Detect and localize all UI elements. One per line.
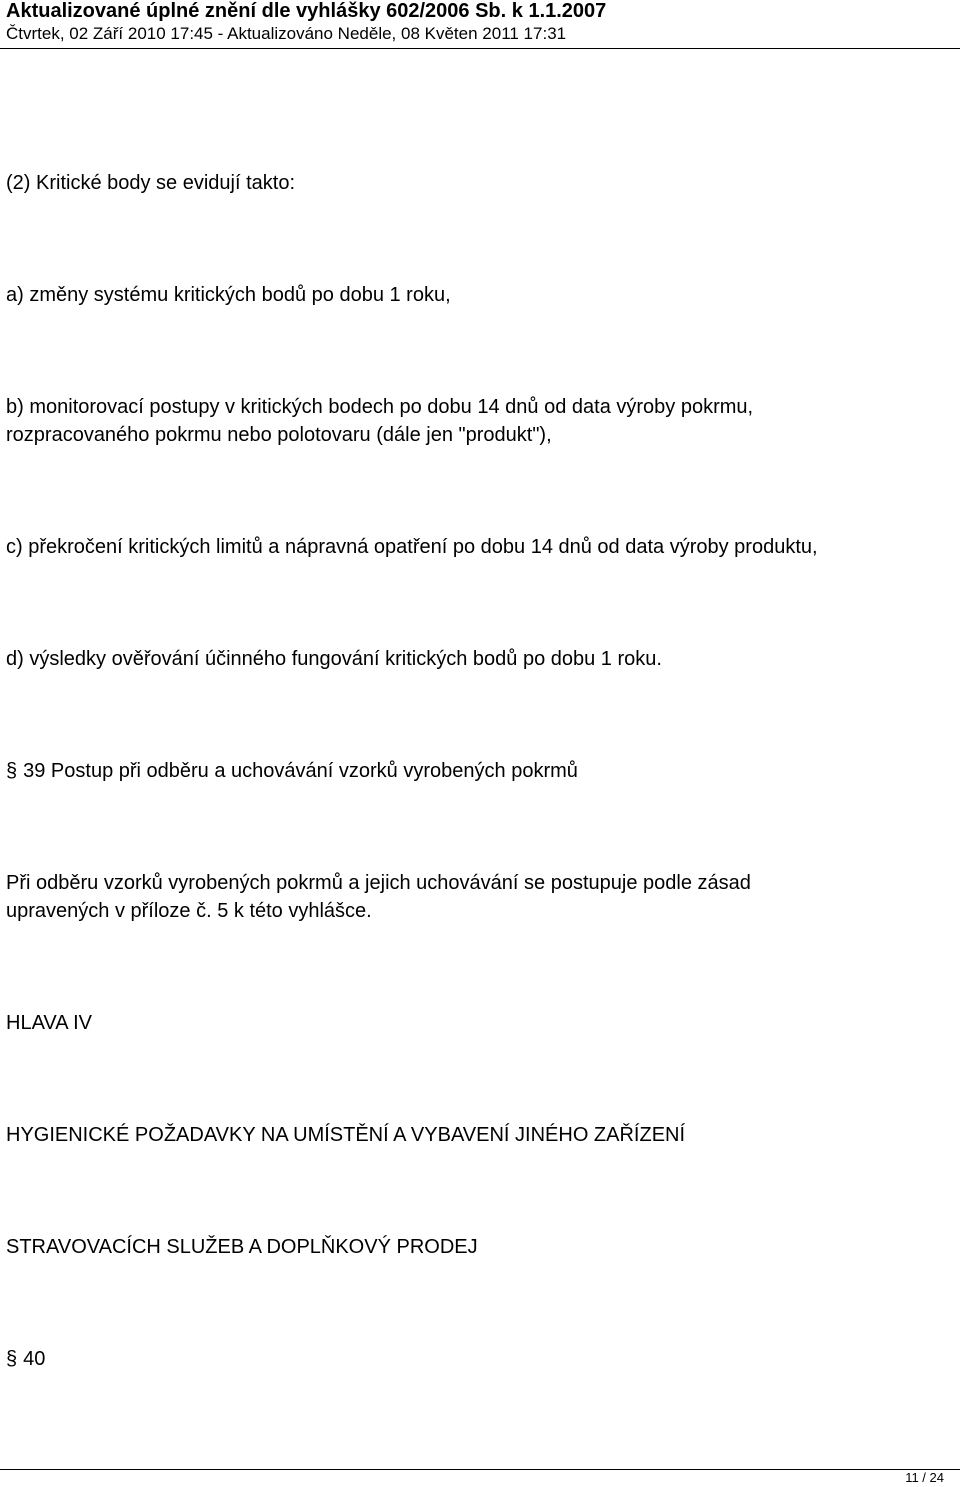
- section-39-title: 39 Postup při odběru a uchovávání vzorků vyrobených pokrmů: [23, 760, 578, 782]
- section-40-title: 40: [23, 1348, 46, 1370]
- section-symbol: §: [6, 1348, 18, 1370]
- list-item-d: d) výsledky ověřování účinného fungování kritických bodů po dobu 1 roku.: [6, 648, 662, 670]
- chapter-title-line-1: HYGIENICKÉ POŽADAVKY NA UMÍSTĚNÍ A VYBAVENÍ JINÉHO ZAŘÍZENÍ: [6, 1124, 686, 1146]
- chapter-title-line-2: STRAVOVACÍCH SLUŽEB A DOPLŇKOVÝ PRODEJ: [6, 1236, 478, 1258]
- document-header-title: Aktualizované úplné znění dle vyhlášky 602/2006 Sb. k 1.1.2007: [6, 0, 607, 22]
- paragraph-2-intro: (2) Kritické body se evidují takto:: [6, 172, 296, 194]
- page-number: 11 / 24: [905, 1470, 944, 1485]
- list-item-b-line-1: b) monitorovací postupy v kritických bodech po dobu 14 dnů od data výroby pokrmu,: [6, 396, 754, 418]
- header-divider: [0, 48, 960, 49]
- section-symbol: §: [6, 760, 18, 782]
- section-40-heading: [6, 1345, 45, 1374]
- list-item-a: a) změny systému kritických bodů po dobu 1 roku,: [6, 284, 451, 306]
- document-header-dates: Čtvrtek, 02 Září 2010 17:45 - Aktualizováno Neděle, 08 Květen 2011 17:31: [6, 24, 567, 43]
- section-39-text-line-1: Při odběru vzorků vyrobených pokrmů a jejich uchovávání se postupuje podle zásad: [6, 872, 751, 894]
- footer-divider: [0, 1469, 960, 1470]
- section-39-heading: [6, 757, 578, 786]
- list-item-c: c) překročení kritických limitů a nápravná opatření po dobu 14 dnů od data výroby produktu,: [6, 536, 818, 558]
- list-item-b-line-2: rozpracovaného pokrmu nebo polotovaru (dále jen "produkt"),: [6, 424, 552, 446]
- section-39-text-line-2: upravených v příloze č. 5 k této vyhlášce.: [6, 900, 372, 922]
- chapter-label: HLAVA IV: [6, 1012, 92, 1034]
